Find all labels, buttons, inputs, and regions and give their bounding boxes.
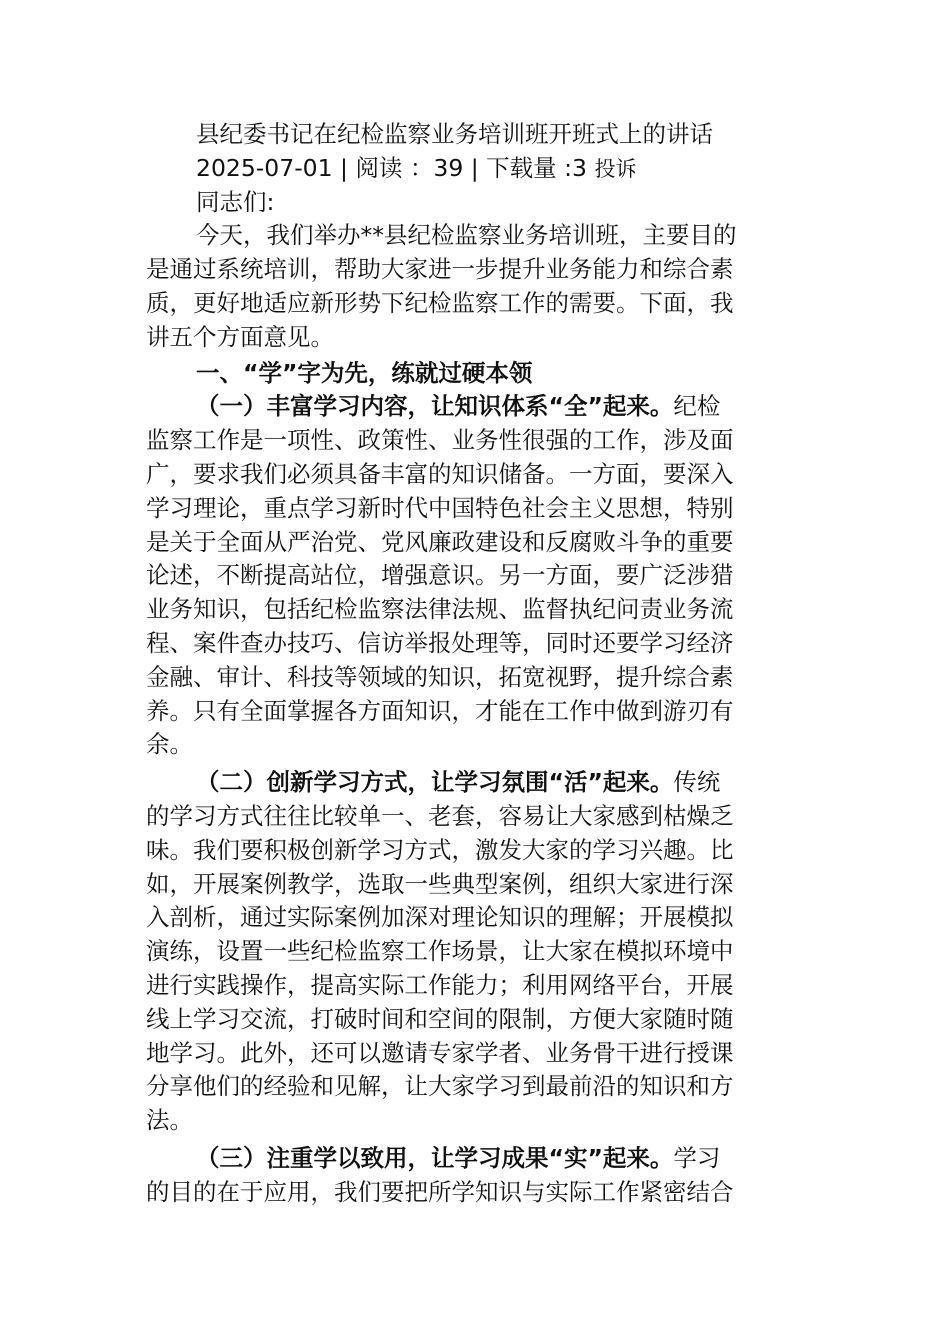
document-meta: 2025-07-01 | 阅读 ：39 | 下载量 :3 投诉: [196, 153, 637, 182]
paragraph-line: 论述，不断提高站位，增强意识。另一方面，要广泛涉猎: [146, 561, 734, 590]
paragraph-line: 金融、审计、科技等领域的知识，拓宽视野，提升综合素: [146, 662, 734, 691]
subsection-heading: （三）注重学以致用，让学习成果“实”起来。: [196, 1143, 674, 1172]
paragraph-3: [146, 1142, 806, 1210]
paragraph-line: 讲五个方面意见。: [146, 322, 334, 351]
subsection-heading: （一）丰富学习内容，让知识体系“全”起来。: [196, 392, 674, 421]
document-title: 县纪委书记在纪检监察业务培训班开班式上的讲话: [196, 120, 713, 148]
paragraph-line: 演练，设置一些纪检监察工作场景，让大家在模拟环境中: [146, 937, 734, 966]
paragraph-line: 地学习。此外，还可以邀请专家学者、业务骨干进行授课: [146, 1038, 734, 1067]
paragraph-line: 是关于全面从严治党、党风廉政建设和反腐败斗争的重要: [146, 527, 734, 556]
paragraph-line: [146, 1142, 806, 1176]
paragraph-line: 的目的在于应用，我们要把所学知识与实际工作紧密结合: [146, 1177, 734, 1206]
paragraph-line: 分享他们的经验和见解，让大家学习到最前沿的知识和方: [146, 1072, 734, 1101]
paragraph-line: 监察工作是一项性、政策性、业务性很强的工作，涉及面: [146, 426, 734, 455]
subsection-heading: （二）创新学习方式，让学习氛围“活”起来。: [196, 768, 674, 797]
paragraph-line: 如，开展案例教学，选取一些典型案例，组织大家进行深: [146, 869, 734, 898]
paragraph-line: 线上学习交流，打破时间和空间的限制，方便大家随时随: [146, 1004, 734, 1033]
download-count: 下载量 :3: [486, 153, 588, 182]
section-heading: [146, 357, 806, 391]
paragraph-line: 业务知识，包括纪检监察法律法规、监督执纪问责业务流: [146, 595, 734, 624]
section-heading-text: 一、“学”字为先，练就过硬本领: [196, 358, 533, 387]
paragraph-line: 进行实践操作，提高实际工作能力；利用网络平台，开展: [146, 970, 734, 999]
paragraph-line: 余。: [146, 730, 193, 759]
paragraph-line: [146, 390, 806, 424]
paragraph-line: 的学习方式往往比较单一、老套，容易让大家感到枯燥乏: [146, 801, 734, 830]
paragraph-text: 传统: [673, 768, 721, 797]
paragraph-line: 味。我们要积极创新学习方式，激发大家的学习兴趣。比: [146, 835, 734, 864]
document-body: [146, 118, 806, 1210]
read-count: 阅读 ：39: [355, 153, 464, 182]
paragraph-line: 法。: [146, 1106, 193, 1135]
paragraph-text: 学习: [673, 1143, 721, 1172]
paragraph-line: [146, 766, 806, 800]
paragraph-line: 是通过系统培训，帮助大家进一步提升业务能力和综合素: [146, 255, 734, 284]
paragraph-line: 今天，我们举办**县纪检监察业务培训班，主要目的: [196, 221, 737, 250]
paragraph-line: 学习理论，重点学习新时代中国特色社会主义思想，特别: [146, 493, 734, 522]
paragraph-line: 养。只有全面掌握各方面知识，才能在工作中做到游刃有: [146, 696, 734, 725]
paragraph-line: 程、案件查办技巧、信访举报处理等，同时还要学习经济: [146, 628, 734, 657]
complaint-link[interactable]: 投诉: [594, 156, 637, 181]
intro-paragraph: [146, 219, 806, 354]
paragraph-1: [146, 390, 806, 762]
paragraph-text: 纪检: [673, 392, 721, 421]
paragraph-line: 入剖析，通过实际案例加深对理论知识的理解；开展模拟: [146, 903, 734, 932]
salutation: 同志们:: [196, 187, 275, 216]
paragraph-line: 广，要求我们必须具备丰富的知识储备。一方面，要深入: [146, 459, 734, 488]
paragraph-line: 质，更好地适应新形势下纪检监察工作的需要。下面，我: [146, 288, 734, 317]
paragraph-2: [146, 766, 806, 1138]
publish-date: 2025-07-01: [196, 153, 333, 182]
